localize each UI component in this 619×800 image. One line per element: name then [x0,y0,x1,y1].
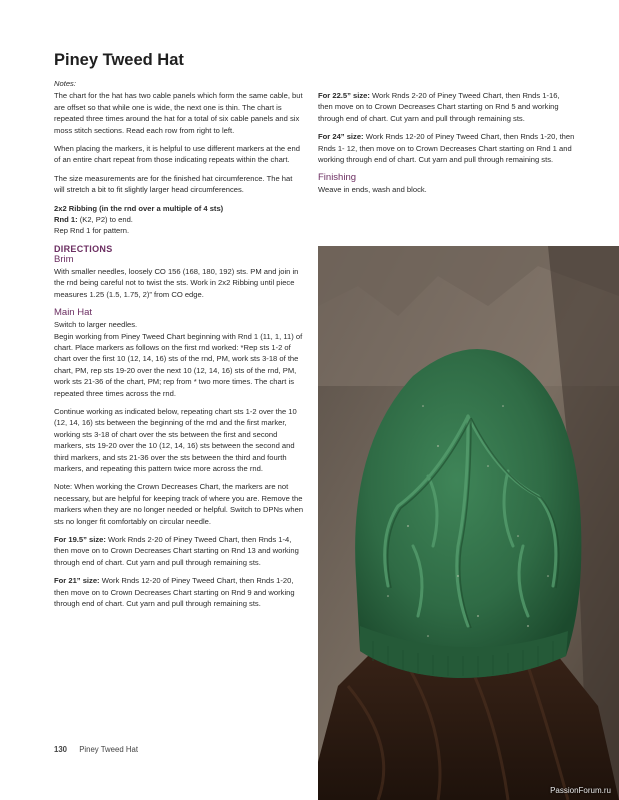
brim-heading: Brim [54,253,74,265]
ribbing-heading: 2x2 Ribbing (in the rnd over a multiple of 4 sts) [54,203,224,213]
main-hat-p2: Begin working from Piney Tweed Chart beginning with Rnd 1 (11, 1, 11) of chart. Place markers as follows on the first rnd worked: *Rep sts 1-2 of chart over the first 10 (12, 14, 16) sts of the rnd, PM, work sts 3-18 of the chart, PM, rep sts 19-20 over the next 10 (12, 14, 16) sts of the rnd, PM, work sts 21-36 of the chart, PM; rep from * two more times. The chart is repeated three times across the rnd. [54,331,303,398]
left-column [54,78,304,616]
size-24-text: Work Rnds 12-20 of Piney Tweed Chart, then Rnds 1-20, then Rnds 1- 12, then move on to Crown Decreases Chart starting on Rnd 1 and working through end of chart. Cut yarn and pull through remaining sts. [318,132,575,165]
size-21-label: For 21” size: [54,576,100,586]
page-number: 130 [54,745,68,754]
ribbing-rnd1 [54,214,304,225]
size-19-5-instructions [54,534,304,568]
ribbing-rnd1-label: Rnd 1: [54,215,78,225]
main-hat-p3: Continue working as indicated below, repeating chart sts 1-2 over the 10 (12, 14, 16) sts between the beginning of the rnd and the first marker, working sts 3-18 of chart over the sts between the first and second markers, sts 19-20 over the 10 (12, 14, 16) sts between the second and third markers, and sts 21-36 over the sts between the third and fourth markers, and repeating this pattern twice more across the rnd. [54,406,297,473]
ribbing-repeat: Rep Rnd 1 for pattern. [54,226,130,236]
size-21-instructions [54,575,304,609]
notes-paragraph-1: The chart for the hat has two cable panels which form the same cable, but are offset so that while one is wide, the next one is thin. The chart is repeated three times around the hat for a total of six cable panels and six moss stitch sections. Read each row from right to left. [54,91,303,135]
size-24-instructions [318,131,576,165]
watermark: PassionForum.ru [550,786,611,795]
page-footer [54,745,138,754]
ribbing-rnd1-text: (K2, P2) to end. [77,215,133,225]
size-24-label: For 24” size: [318,132,364,142]
main-hat-heading: Main Hat [54,307,93,319]
size-21-text: Work Rnds 12-20 of Piney Tweed Chart, then Rnds 1-20, then move on to Crown Decreases Chart starting on Rnd 9 and working through end of chart. Cut yarn and pull through remaining sts. [54,576,295,609]
running-title: Piney Tweed Hat [79,745,138,754]
hat-photo-illustration [318,246,619,800]
main-hat-p1: Switch to larger needles. [54,320,138,330]
size-22-5-instructions [318,90,576,124]
notes-label: Notes: [54,79,76,88]
directions-heading: DIRECTIONS [54,243,113,254]
finishing-text: Weave in ends, wash and block. [318,185,427,195]
brim-text: With smaller needles, loosely CO 156 (168, 180, 192) sts. PM and join in the rnd being careful not to twist the sts. Work in 2x2 Ribbing until piece measures 1.25 (1.5, 1.75, 2)” from CO edge. [54,266,299,299]
notes-paragraph-3: The size measurements are for the finished hat circumference. The hat will stretch a bit to fit slightly larger head circumferences. [54,173,293,195]
hat-photo [318,246,619,800]
notes-paragraph-2: When placing the markers, it is helpful to use different markers at the end of an entire chart repeat from those indicating repeats within the chart. [54,144,300,165]
size-22-5-text: Work Rnds 2-20 of Piney Tweed Chart, then Rnds 1-16, then move on to Crown Decreases Chart starting on Rnd 5 and working through end of chart. Cut yarn and pull through remaining sts. [318,91,560,123]
size-19-5-text: Work Rnds 2-20 of Piney Tweed Chart, then Rnds 1-4, then move on to Crown Decreases Chart starting on Rnd 13 and working through end of chart. Cut yarn and pull through remaining sts. [54,535,299,567]
size-19-5-label: For 19.5” size: [54,535,106,544]
size-22-5-label: For 22.5” size: [318,91,370,100]
main-hat-p4: Note: When working the Crown Decreases Chart, the markers are not necessary, but are helpful for keeping track of where you are. Remove the markers when they are no longer needed or helpful. Switch to DPNs when sts no longer fit comfortably on circular needle. [54,482,304,526]
right-column [318,90,576,203]
finishing-heading: Finishing [318,172,357,184]
page-title: Piney Tweed Hat [54,51,184,69]
